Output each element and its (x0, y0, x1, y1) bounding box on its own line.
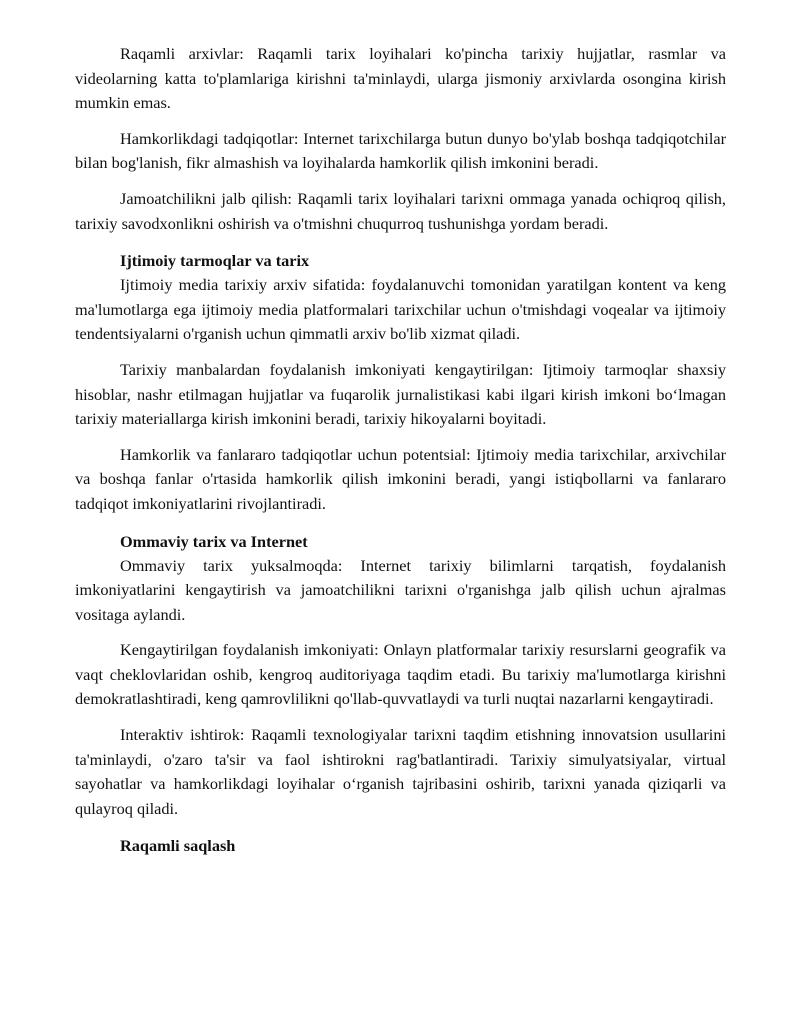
paragraph-interactive-participation: Interaktiv ishtirok: Raqamli texnologiyalar tarixni taqdim etishning innovatsion usullarini ta'minlaydi, o'zaro ta'sir va faol ishtirokni rag'batlantiradi. Tarixiy simulyatsiyalar, virtual sayohatlar va hamkorlikdagi loyihalar o‘rganish tajribasini oshirib, tarixni yanada qiziqarli va qulayroq qiladi. (75, 725, 726, 818)
paragraph-interdisciplinary-potential: Hamkorlik va fanlararo tadqiqotlar uchun potentsial: Ijtimoiy media tarixchilar, arxivchilar va boshqa fanlar o'rtasida hamkorlik qilish imkonini beradi, yangi istiqbollarni va fanlararo tadqiqot imkoniyatlarini rivojlantiradi. (75, 444, 726, 513)
section-heading-public-history: Ommaviy tarix va Internet (120, 531, 308, 551)
paragraph-public-engagement: Jamoatchilikni jalb qilish: Raqamli tarix loyihalari tarixni ommaga yanada ochiqroq qilish, tarixiy savodxonlikni oshirish va o'tmishni chuqurroq tushunishga yordam beradi. (75, 188, 726, 233)
paragraph-expanded-access: Tarixiy manbalardan foydalanish imkoniyati kengaytirilgan: Ijtimoiy tarmoqlar shaxsiy hisoblar, nashr etilmagan hujjatlar va fuqarolik jurnalistikasi kabi ilgari kirish imkoni bo‘lmagan tarixiy materiallarga kirish imkonini beradi, tarixiy hikoyalarni boyitadi. (75, 359, 726, 429)
section-heading-social-networks: Ijtimoiy tarmoqlar va tarix (120, 251, 310, 271)
paragraph-social-media-archive: Ijtimoiy media tarixiy arxiv sifatida: foydalanuvchi tomonidan yaratilgan kontent va keng ma'lumotlarga ega ijtimoiy media platformalari tarixchilar uchun o'tmishdagi voqealar va ijtimoiy tendentsiyalarni o'rganish uchun qimmatli arxiv bo'lib xizmat qiladi. (75, 275, 726, 344)
document-page (75, 42, 726, 858)
section-heading-digital-preservation: Raqamli saqlash (120, 836, 236, 856)
paragraph-collaborative-research: Hamkorlikdagi tadqiqotlar: Internet tarixchilarga butun dunyo bo'ylab boshqa tadqiqotchilar bilan bog'lanish, fikr almashish va loyihalarda hamkorlik qilish imkonini beradi. (75, 128, 726, 173)
paragraph-digital-archives: Raqamli arxivlar: Raqamli tarix loyihalari ko'pincha tarixiy hujjatlar, rasmlar va videolarning katta to'plamlariga kirishni ta'minlaydi, ularga jismoniy arxivlarda osongina kirish mumkin emas. (75, 44, 726, 113)
paragraph-extended-usage: Kengaytirilgan foydalanish imkoniyati: Onlayn platformalar tarixiy resurslarni geografik va vaqt cheklovlaridan oshib, kengroq auditoriyaga taqdim etadi. Bu tarixiy ma'lumotlarga kirishni demokratlashtiradi, keng qamrovlilikni qo'llab-quvvatlaydi va turli nuqtai nazarlarni kengaytiradi. (75, 640, 726, 709)
paragraph-public-history-rise: Ommaviy tarix yuksalmoqda: Internet tarixiy bilimlarni tarqatish, foydalanish imkoniyatlarini kengaytirish va jamoatchilikni tarixni o'rganishga jalb qilish uchun ajralmas vositaga aylandi. (75, 555, 726, 624)
